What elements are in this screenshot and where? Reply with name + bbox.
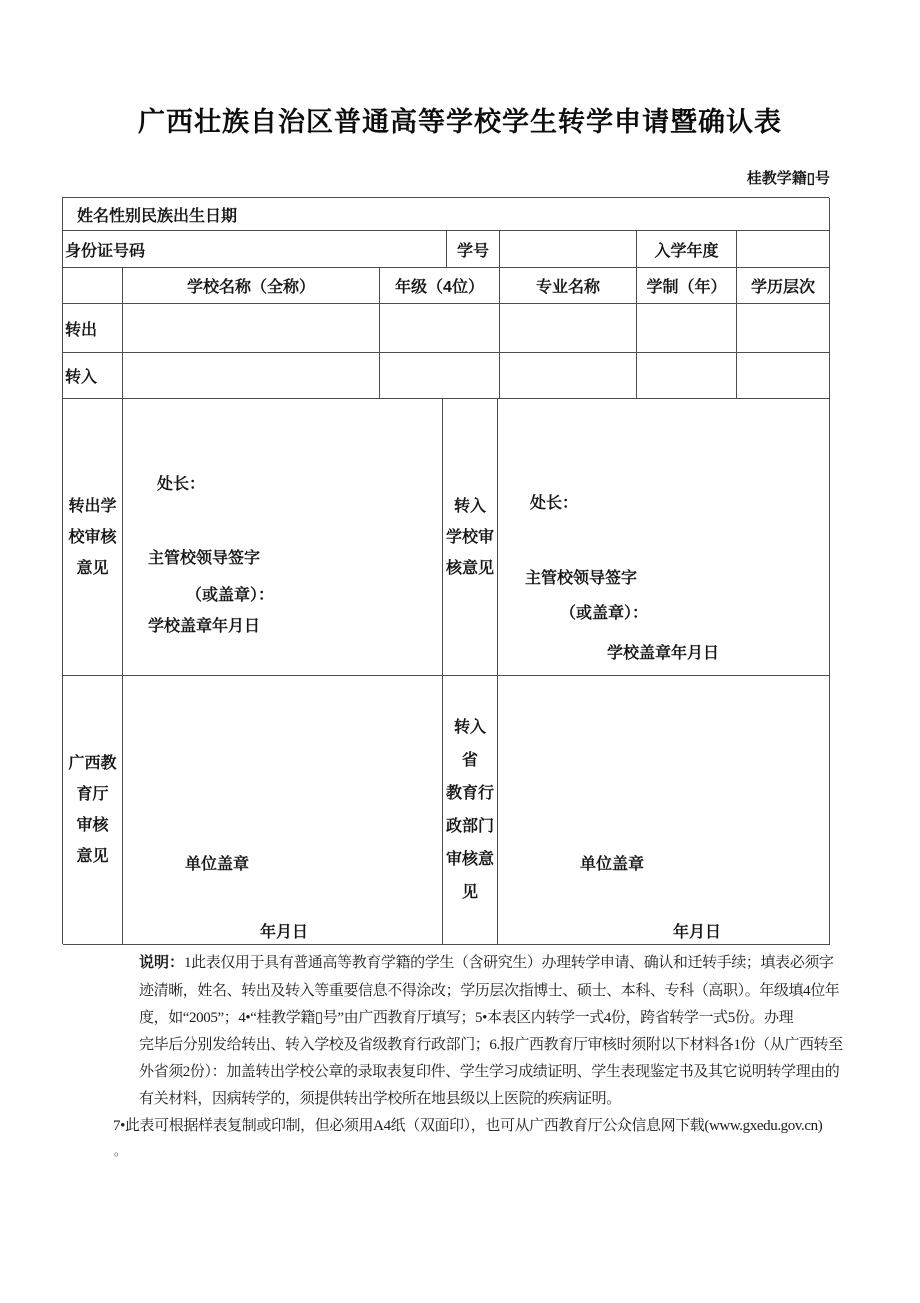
in-review-or-seal: （或盖章）： — [560, 605, 649, 622]
cell-header-school-name: 学校名称（全称） — [123, 268, 380, 304]
cell-out-school-name-empty — [123, 304, 380, 353]
cell-out-major-empty — [500, 304, 637, 353]
prov-dept-label-line: 审核意 — [445, 851, 494, 868]
in-review-director: 处长： — [530, 495, 579, 512]
gx-dept-label-line: 意见 — [76, 848, 109, 865]
instructions-line-1: 说明：1此表仅用于具有普通高等教育学籍的学生（含研究生）办理转学申请、确认和迁转手续；填表必须字 — [139, 955, 834, 971]
in-review-leader-sign: 主管校领导签字 — [525, 570, 638, 587]
gx-dept-label-line: 广西教 — [68, 755, 117, 772]
cell-out-grade-empty — [380, 304, 500, 353]
out-review-leader-sign: 主管校领导签字 — [148, 550, 261, 567]
gx-dept-date: 年月日 — [260, 924, 309, 941]
cell-in-school-name-empty — [123, 353, 380, 399]
cell-name-gender-ethnicity-birth: 姓名性别民族出生日期 — [63, 198, 830, 231]
out-review-school-seal-date: 学校盖章年月日 — [148, 618, 261, 635]
instructions-line-7: 7•此表可根据样表复制或印制，但必须用A4纸（双面印），也可从广西教育厅公众信息网下载(www.gxedu.gov.cn) — [113, 1118, 823, 1134]
gx-dept-label-line: 育厅 — [76, 786, 109, 803]
instructions-line-6: 有关材料，因病转学的，须提供转出学校所在地县级以上医院的疾病证明。 — [139, 1091, 621, 1107]
cell-header-major: 专业名称 — [500, 268, 637, 304]
cell-header-years: 学制（年） — [637, 268, 737, 304]
prov-dept-label-line: 省 — [461, 752, 478, 769]
instructions-line-4: 完毕后分别发给转出、转入学校及省级教育行政部门；6.报广西教育厅审核时须附以下材料各1份（从广西转至 — [139, 1037, 843, 1053]
cell-gx-dept-review-content — [123, 676, 443, 945]
transfer-form-table — [62, 197, 829, 944]
prov-dept-label-line: 见 — [461, 884, 478, 901]
in-review-label-line: 转入 — [453, 497, 486, 515]
cell-id-number-label: 身份证号码 — [63, 231, 447, 268]
in-review-label-line: 核意见 — [445, 559, 494, 577]
cell-transfer-in-label: 转入 — [63, 353, 123, 399]
in-review-school-seal-date: 学校盖章年月日 — [607, 645, 720, 662]
cell-header-grade: 年级（4位） — [380, 268, 500, 304]
out-review-label-line: 意见 — [76, 559, 109, 577]
out-review-director: 处长： — [157, 476, 206, 493]
serial-number-label: 桂教学籍▯号 — [746, 170, 830, 187]
cell-out-level-empty — [737, 304, 830, 353]
prov-dept-date: 年月日 — [673, 924, 722, 941]
cell-prov-dept-review-content — [498, 676, 830, 945]
prov-dept-label-line: 教育行 — [445, 785, 494, 802]
cell-out-school-review-label — [63, 399, 123, 676]
cell-in-school-review-content — [498, 399, 830, 676]
instructions-heading: 说明： — [139, 955, 185, 971]
in-review-label-line: 学校审 — [445, 528, 494, 546]
cell-in-grade-empty — [380, 353, 500, 399]
prov-dept-label-line: 转入 — [453, 719, 486, 736]
cell-header-level: 学历层次 — [737, 268, 830, 304]
instructions-line-2: 迹清晰，姓名、转出及转入等重要信息不得涂改；学历层次指博士、硕士、本科、专科（高职）。年级填4位年 — [139, 983, 840, 999]
page-title: 广西壮族自治区普通高等学校学生转学申请暨确认表 — [138, 107, 782, 137]
instructions-line-8: 。 — [114, 1144, 126, 1158]
instructions-line-5: 外省须2份）：加盖转出学校公章的录取表复印件、学生学习成绩证明、学生表现鉴定书及其它说明转学理由的 — [139, 1064, 840, 1080]
instructions-line-3: 度，如“2005”；4•“桂教学籍▯号”由广西教育厅填写；5•本表区内转学一式4份，跨省转学一式5份。办理 — [139, 1010, 794, 1026]
cell-gx-dept-review-label — [63, 676, 123, 945]
cell-out-years-empty — [637, 304, 737, 353]
cell-prov-dept-review-label — [443, 676, 498, 945]
prov-dept-unit-seal: 单位盖章 — [580, 856, 645, 873]
prov-dept-label-line: 政部门 — [445, 818, 494, 835]
gx-dept-label-line: 审核 — [76, 817, 109, 834]
out-review-label-line: 转出学 — [68, 497, 117, 515]
cell-in-years-empty — [637, 353, 737, 399]
gx-dept-unit-seal: 单位盖章 — [185, 856, 250, 873]
cell-header-corner-empty — [63, 268, 123, 304]
cell-student-no-value-empty — [500, 231, 637, 268]
out-review-or-seal: （或盖章）： — [186, 587, 275, 604]
cell-transfer-out-label: 转出 — [63, 304, 123, 353]
cell-out-school-review-content — [123, 399, 443, 676]
cell-enroll-year-value-empty — [737, 231, 830, 268]
cell-in-level-empty — [737, 353, 830, 399]
cell-enroll-year-label: 入学年度 — [637, 231, 737, 268]
cell-in-major-empty — [500, 353, 637, 399]
out-review-label-line: 校审核 — [68, 528, 117, 546]
cell-student-no-label: 学号 — [447, 231, 500, 268]
cell-in-school-review-label — [443, 399, 498, 676]
